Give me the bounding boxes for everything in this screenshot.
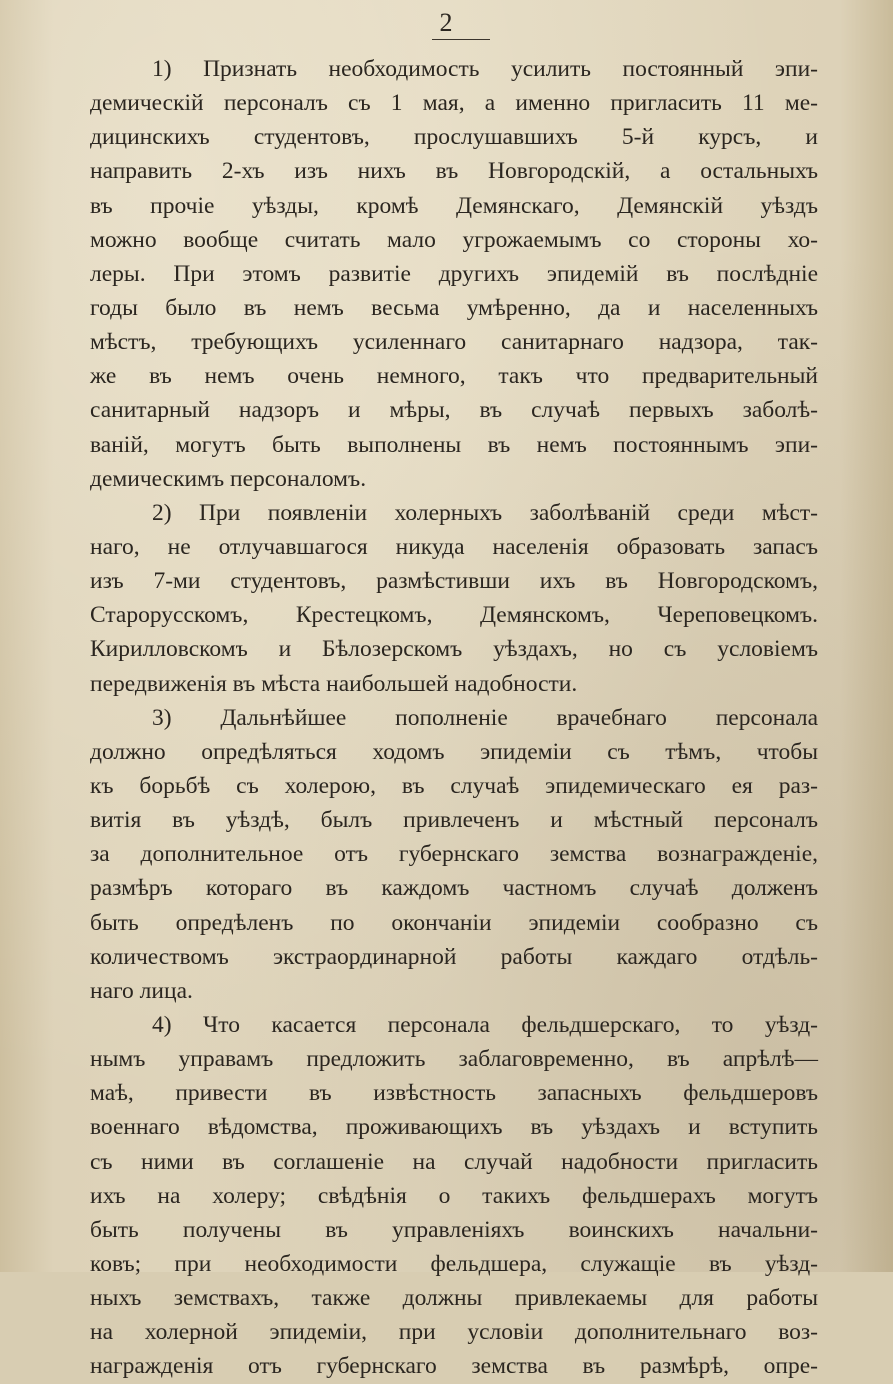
text-line: наго, не отлучавшагося никуда населенія образовать запасъ: [90, 533, 818, 560]
text-line: леры. При этомъ развитіе другихъ эпидемій въ послѣдніе: [90, 260, 818, 287]
text-line: за дополнительное отъ губернскаго земства вознагражденіе,: [90, 841, 818, 868]
text-line: 2) При появленіи холерныхъ заболѣваній среди мѣст-: [152, 499, 818, 526]
text-line: дицинскихъ студентовъ, прослушавшихъ 5-й курсъ, и: [90, 124, 818, 151]
text-line: наго лица.: [90, 977, 193, 1004]
text-line: количествомъ экстраординарной работы каждаго отдѣль-: [90, 943, 818, 970]
document-body: [90, 52, 818, 1383]
page-number: 2: [439, 8, 454, 37]
text-line: размѣръ котораго въ каждомъ частномъ случаѣ долженъ: [90, 875, 818, 902]
text-line: къ борьбѣ съ холерою, въ случаѣ эпидемическаго ея раз-: [90, 772, 818, 799]
text-line: быть получены въ управленіяхъ воинскихъ начальни-: [90, 1216, 818, 1243]
text-line: быть опредѣленъ по окончаніи эпидеміи сообразно съ: [90, 909, 818, 936]
text-line: въ прочіе уѣзды, кромѣ Демянскаго, Демянскій уѣздъ: [90, 192, 818, 219]
text-line: санитарный надзоръ и мѣры, въ случаѣ первыхъ заболѣ-: [90, 397, 818, 424]
text-line: направить 2-хъ изъ нихъ въ Новгородскій, а остальныхъ: [90, 158, 818, 185]
text-line: же въ немъ очень немного, такъ что предварительный: [90, 363, 818, 390]
text-line: Кирилловскомъ и Бѣлозерскомъ уѣздахъ, но съ условіемъ: [90, 636, 818, 663]
text-line: демическимъ персоналомъ.: [90, 465, 367, 492]
text-line: ныхъ земствахъ, также должны привлекаемы для работы: [90, 1285, 818, 1312]
text-line: можно вообще считать мало угрожаемымъ со стороны хо-: [90, 226, 818, 253]
page-number-rule: [432, 39, 490, 40]
text-line: ковъ; при необходимости фельдшера, служащіе въ уѣзд-: [90, 1250, 818, 1277]
text-line: ихъ на холеру; свѣдѣнія о такихъ фельдшерахъ могутъ: [90, 1182, 818, 1209]
text-line: демическій персоналъ съ 1 мая, а именно пригласить 11 ме-: [90, 90, 818, 117]
text-line: передвиженія въ мѣста наибольшей надобности.: [90, 670, 578, 697]
text-line: маѣ, привести въ извѣстность запасныхъ фельдшеровъ: [90, 1080, 818, 1107]
text-line: 1) Признать необходимость усилить постоянный эпи-: [152, 56, 818, 82]
text-line: съ ними въ соглашеніе на случай надобности пригласить: [90, 1148, 818, 1175]
text-line: должно опредѣляться ходомъ эпидеміи съ тѣмъ, чтобы: [90, 738, 818, 765]
text-line: Старорусскомъ, Крестецкомъ, Демянскомъ, Череповецкомъ.: [90, 602, 818, 629]
text-line: витія въ уѣздѣ, былъ привлеченъ и мѣстный персоналъ: [90, 807, 818, 834]
text-line: нымъ управамъ предложить заблаговременно, въ апрѣлѣ—: [90, 1046, 818, 1073]
text-line: годы было въ немъ весьма умѣренно, да и населенныхъ: [90, 294, 818, 321]
text-line: мѣстъ, требующихъ усиленнаго санитарнаго надзора, так-: [90, 329, 818, 356]
text-line: на холерной эпидеміи, при условіи дополнительнаго воз-: [90, 1319, 818, 1346]
text-line: изъ 7-ми студентовъ, размѣстивши ихъ въ Новгородскомъ,: [90, 568, 818, 595]
text-line: 4) Что касается персонала фельдшерскаго, то уѣзд-: [152, 1011, 818, 1038]
text-line: ваній, могутъ быть выполнены въ немъ постояннымъ эпи-: [90, 431, 818, 458]
text-line: 3) Дальнѣйшее пополненіе врачебнаго персонала: [152, 704, 818, 731]
text-line: военнаго вѣдомства, проживающихъ въ уѣздахъ и вступить: [90, 1114, 818, 1141]
text-line: награжденія отъ губернскаго земства въ размѣрѣ, опре-: [90, 1353, 818, 1380]
